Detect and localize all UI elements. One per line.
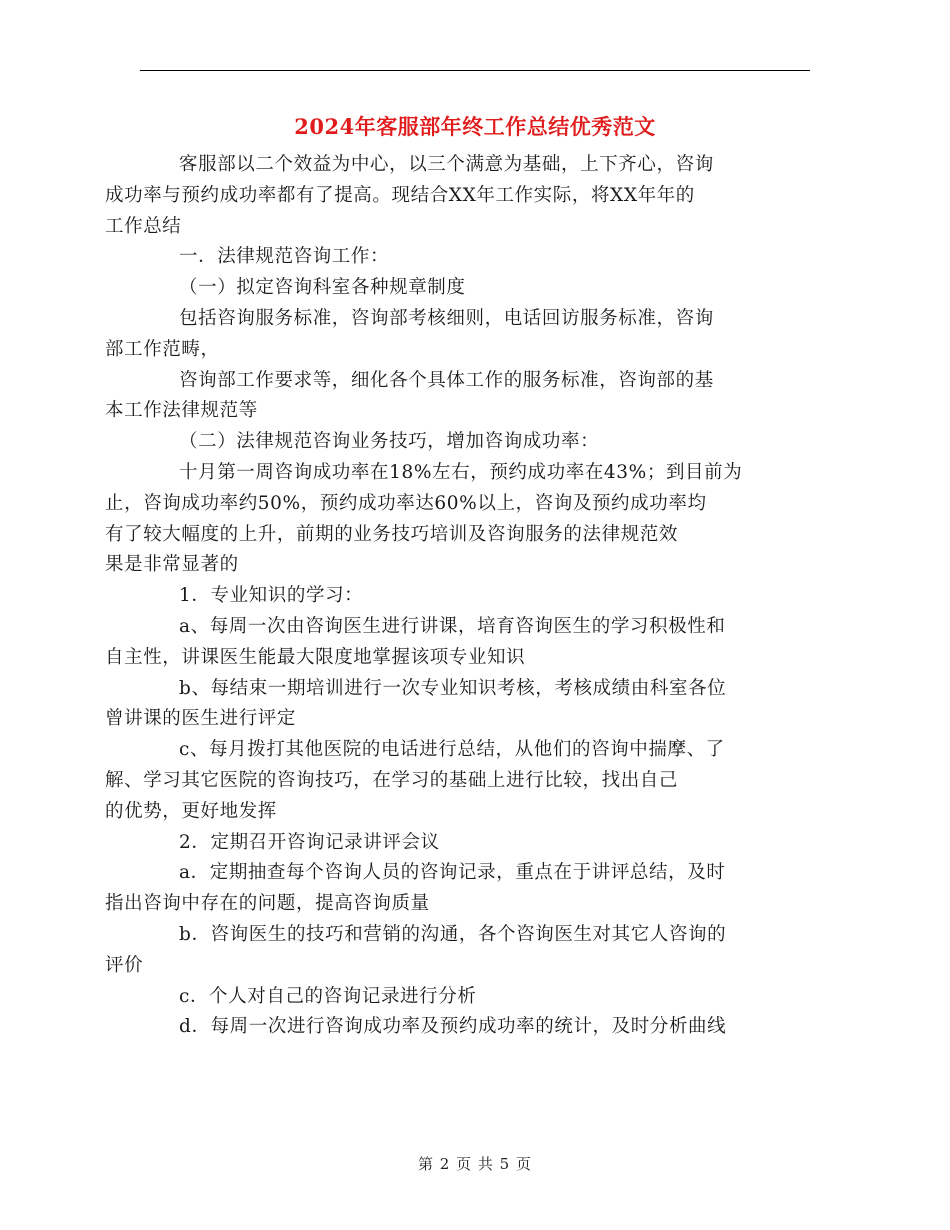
text-line: c、每月拨打其他医院的电话进行总结，从他们的咨询中揣摩、了 [179,739,725,761]
text-line: 的优势，更好地发挥 [105,800,277,822]
subsection-heading [142,427,812,458]
text-line: 客服部以二个效益为中心，以三个满意为基础，上下齐心，咨询 [179,154,714,175]
section-heading [142,242,812,273]
text-line: 工作总结 [105,215,182,237]
list-item [142,1012,812,1043]
text-line: 1．专业知识的学习： [179,585,364,607]
subsection-heading [142,273,812,304]
text-line: 包括咨询服务标准，咨询部考核细则，电话回访服务标准，咨询 [179,307,714,329]
paragraph [105,458,812,581]
text-line: 咨询部工作要求等，细化各个具体工作的服务标准，咨询部的基 [179,369,714,391]
document-title: 2024年客服部年终工作总结优秀范文 [294,114,656,139]
text-line: 本工作法律规范等 [105,400,258,422]
paragraph [105,150,812,242]
text-line: 有了较大幅度的上升，前期的业务技巧培训及咨询服务的法律规范效 [105,523,679,545]
text-line: 成功率与预约成功率都有了提高。现结合XX年工作实际，将XX年年的 [105,184,695,206]
text-line: 部工作范畴， [105,338,220,360]
text-line: 自主性，讲课医生能最大限度地掌握该项专业知识 [105,646,526,668]
text-line: b．咨询医生的技巧和营销的沟通，各个咨询医生对其它人咨询的 [179,923,727,945]
page-number: 第 2 页 共 5 页 [418,1155,532,1173]
text-line: a、每周一次由咨询医生进行讲课，培育咨询医生的学习积极性和 [179,615,726,637]
text-line: a．定期抽查每个咨询人员的咨询记录，重点在于讲评总结，及时 [179,862,726,884]
text-line: 止，咨询成功率约50%，预约成功率达60%以上，咨询及预约成功率均 [105,492,707,514]
text-line: （一）拟定咨询科室各种规章制度 [179,277,466,299]
header-rule [140,70,810,71]
list-heading [142,828,812,859]
list-item [105,858,812,920]
text-line: 指出咨询中存在的问题，提高咨询质量 [105,893,430,915]
text-line: d．每周一次进行咨询成功率及预约成功率的统计，及时分析曲线 [179,1016,727,1038]
text-line: （二）法律规范咨询业务技巧，增加咨询成功率： [179,431,600,453]
text-line: 一．法律规范咨询工作： [179,246,390,268]
text-line: c．个人对自己的咨询记录进行分析 [179,985,477,1007]
text-line: 曾讲课的医生进行评定 [105,708,297,730]
paragraph [105,366,812,428]
list-item [105,920,812,982]
text-line: 评价 [105,954,144,976]
text-line: b、每结束一期培训进行一次专业知识考核，考核成绩由科室各位 [179,677,727,699]
list-item [142,982,812,1013]
text-line: 2．定期召开咨询记录讲评会议 [179,831,440,853]
text-line: 解、学习其它医院的咨询技巧，在学习的基础上进行比较，找出自己 [105,769,679,791]
text-line: 果是非常显著的 [105,554,239,576]
document-body [105,150,812,1043]
list-item [105,735,812,827]
paragraph [105,304,812,366]
list-item [105,612,812,674]
text-line: 十月第一周咨询成功率在18%左右，预约成功率在43%；到目前为 [179,461,743,483]
list-item [105,674,812,736]
list-heading [142,581,812,612]
